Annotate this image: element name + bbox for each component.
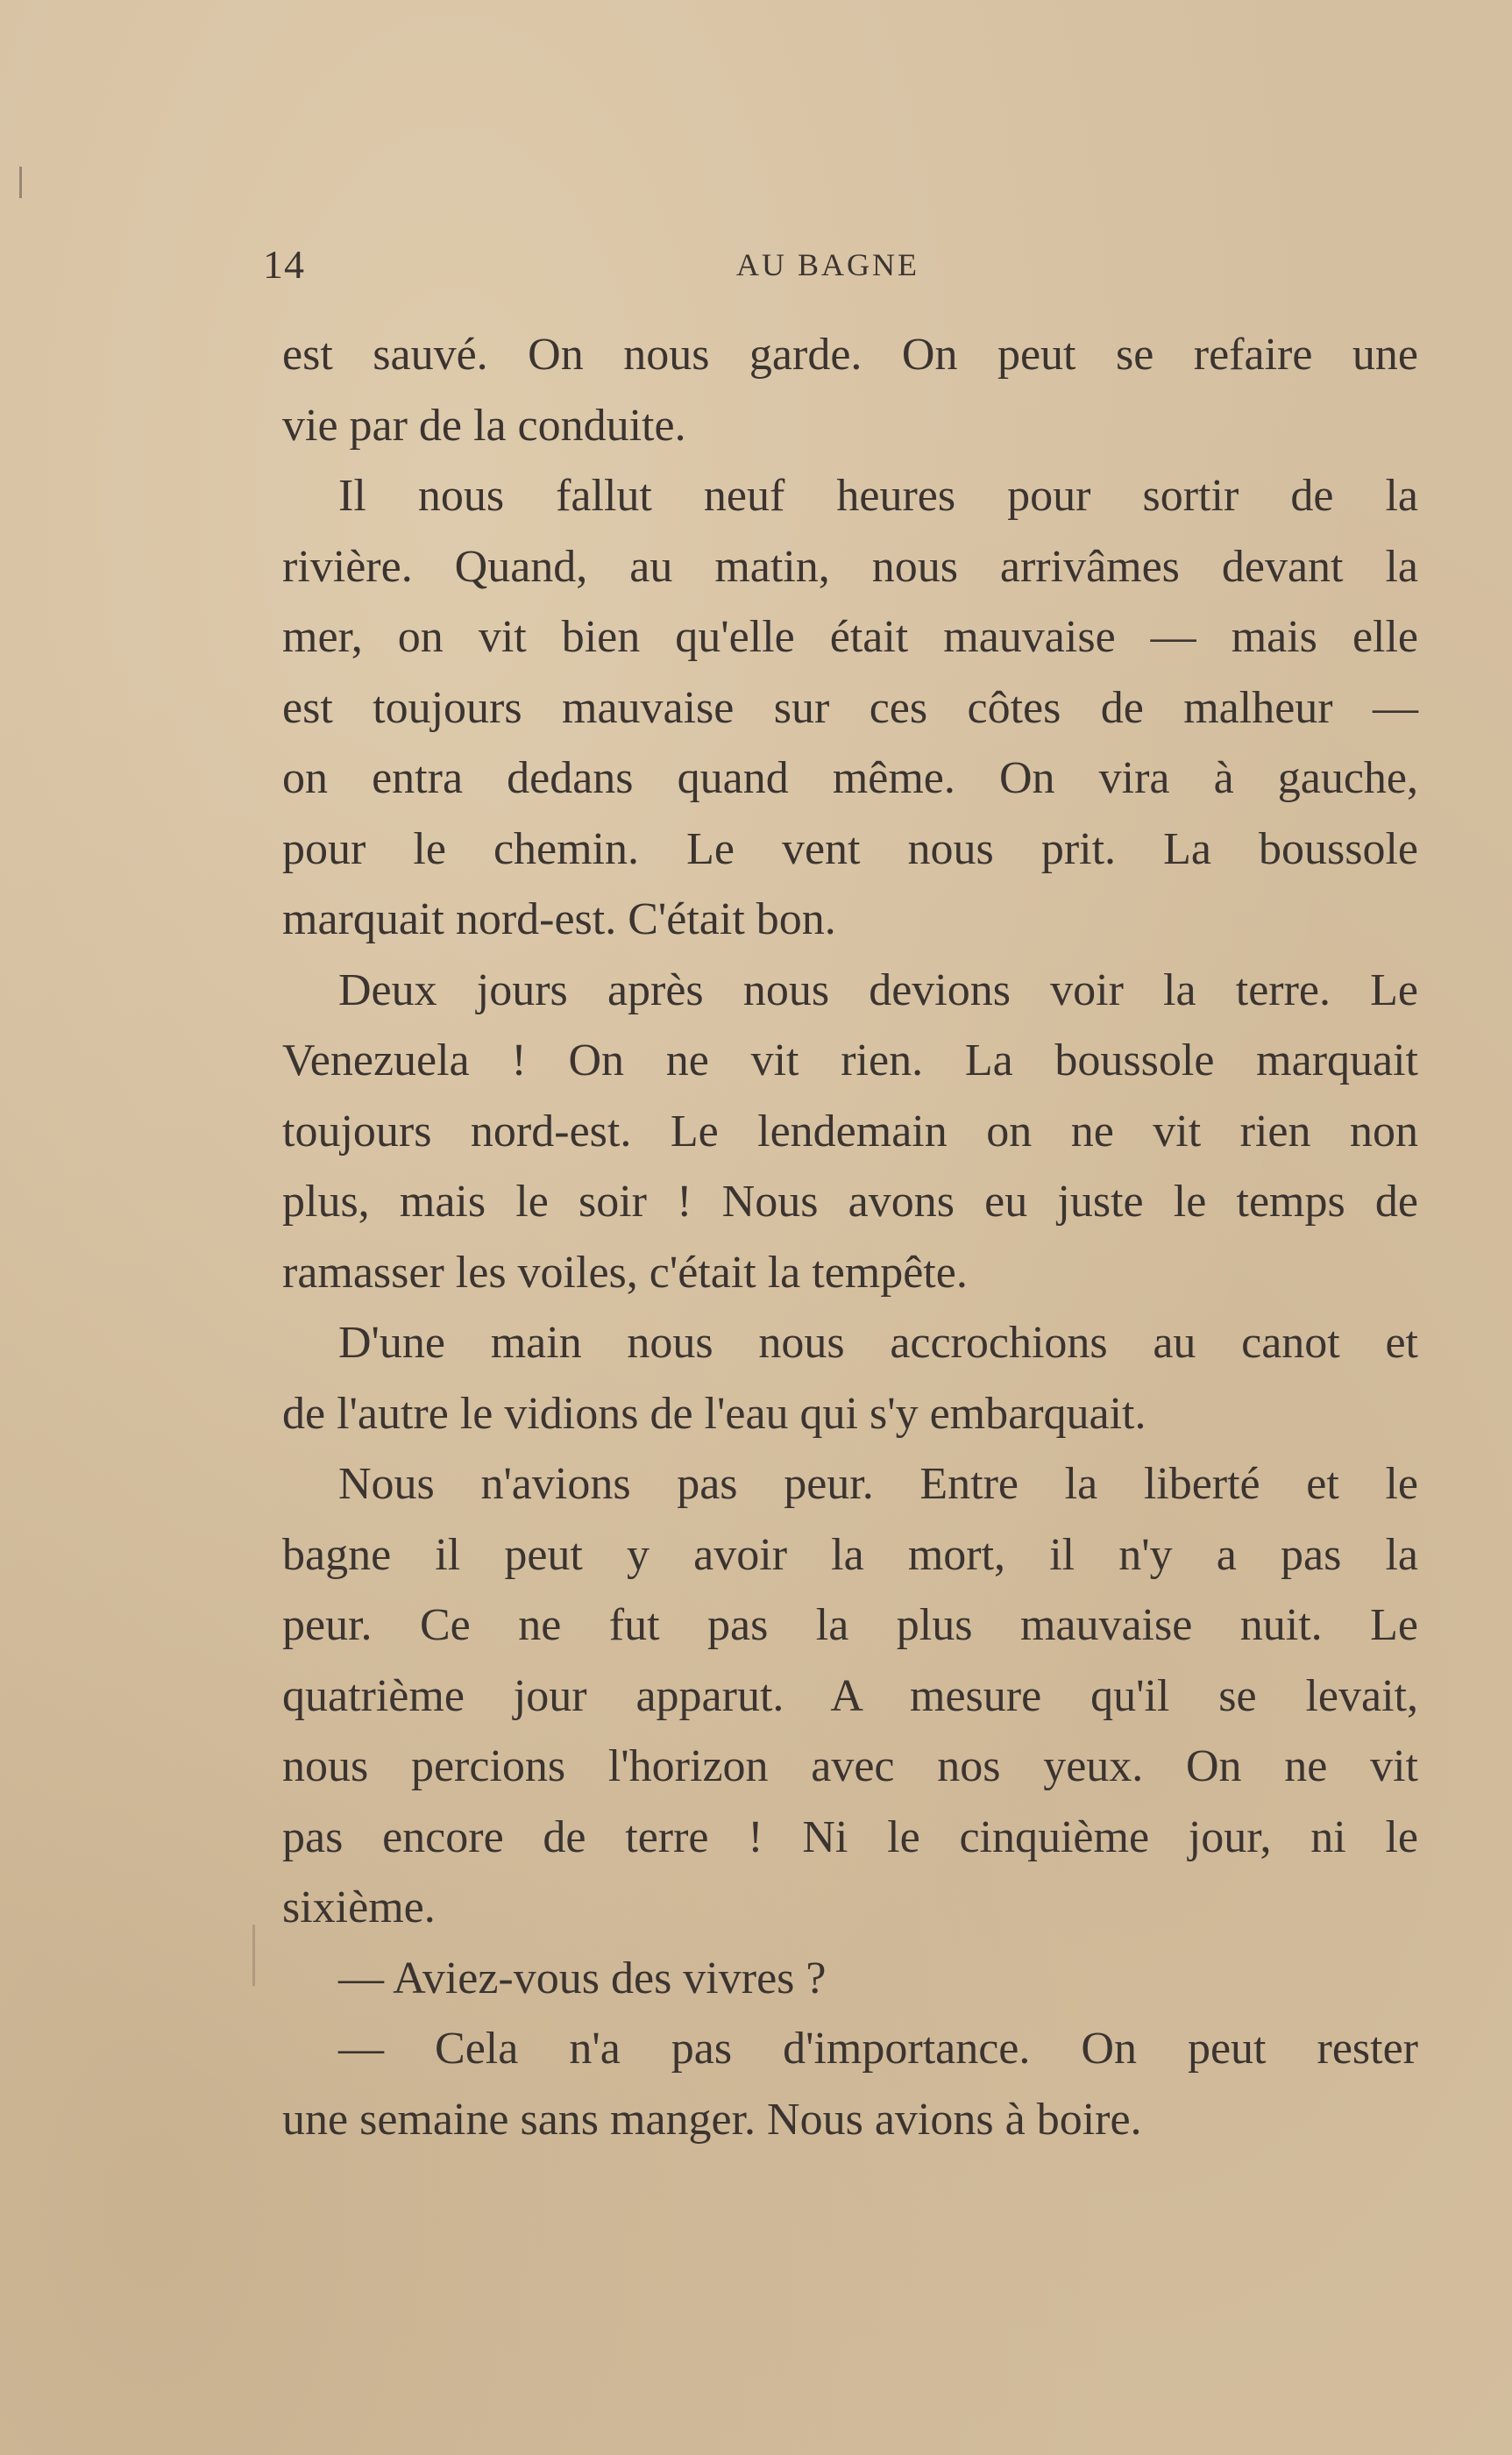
text-line: vie par de la conduite.	[282, 400, 686, 451]
text-line: bagne il peut y avoir la mort, il n'y a pas la	[282, 1529, 1418, 1580]
text-line: — Cela n'a pas d'importance. On peut rester	[338, 2024, 1418, 2074]
text-line: D'une main nous nous accrochions au canot et	[338, 1318, 1418, 1368]
text-line: nous percions l'horizon avec nos yeux. On ne vit	[282, 1741, 1418, 1791]
text-line: — Aviez-vous des vivres ?	[338, 1953, 827, 2003]
page-number: 14	[263, 242, 305, 287]
text-line: toujours nord-est. Le lendemain on ne vit rien non	[282, 1106, 1418, 1156]
page-header	[263, 241, 1429, 294]
margin-mark	[19, 167, 22, 198]
text-line: sixième.	[282, 1882, 436, 1932]
text-body	[282, 320, 1418, 2155]
text-line: pour le chemin. Le vent nous prit. La boussole	[282, 823, 1418, 874]
text-line: pas encore de terre ! Ni le cinquième jour, ni le	[282, 1811, 1418, 1862]
text-line: mer, on vit bien qu'elle était mauvaise — mais elle	[282, 612, 1418, 662]
running-title: AU BAGNE	[736, 247, 919, 282]
margin-mark	[252, 1925, 255, 1986]
text-line: Deux jours après nous devions voir la terre. Le	[338, 964, 1418, 1015]
text-line: est toujours mauvaise sur ces côtes de malheur —	[282, 682, 1418, 733]
text-line: rivière. Quand, au matin, nous arrivâmes devant la	[282, 541, 1418, 592]
text-line: quatrième jour apparut. A mesure qu'il se levait,	[282, 1670, 1418, 1721]
text-line: ramasser les voiles, c'était la tempête.	[282, 1247, 968, 1298]
text-line: Nous n'avions pas peur. Entre la liberté et le	[338, 1459, 1418, 1509]
text-line: Il nous fallut neuf heures pour sortir de la	[338, 471, 1418, 521]
text-line: de l'autre le vidions de l'eau qui s'y embarquait.	[282, 1388, 1146, 1439]
text-line: est sauvé. On nous garde. On peut se refaire une	[282, 330, 1418, 380]
text-line: plus, mais le soir ! Nous avons eu juste le temps de	[282, 1177, 1418, 1227]
text-line: une semaine sans manger. Nous avions à boire.	[282, 2094, 1142, 2145]
text-line: Venezuela ! On ne vit rien. La boussole marquait	[282, 1035, 1418, 1085]
text-line: peur. Ce ne fut pas la plus mauvaise nuit. Le	[282, 1600, 1418, 1650]
text-line: marquait nord-est. C'était bon.	[282, 894, 836, 944]
text-line: on entra dedans quand même. On vira à gauche,	[282, 753, 1418, 803]
